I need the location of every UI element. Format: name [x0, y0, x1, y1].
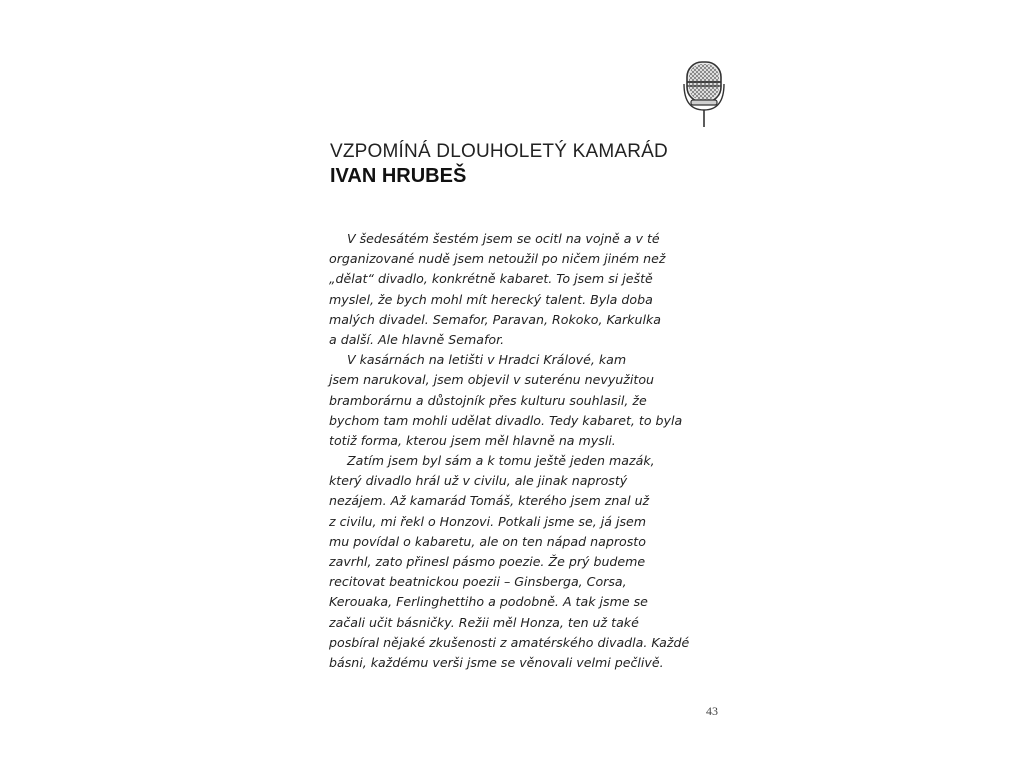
- chapter-heading: [330, 141, 750, 188]
- text-line: Kerouaka, Ferlinghettiho a podobně. A tak jsme se: [329, 594, 648, 610]
- microphone-icon: [681, 60, 727, 128]
- heading-subtitle: VZPOMÍNÁ DLOUHOLETÝ KAMARÁD: [330, 141, 668, 162]
- text-line: básni, každému verši jsme se věnovali velmi pečlivě.: [329, 654, 664, 670]
- page-number: 43: [706, 704, 718, 718]
- body-text: [329, 229, 729, 673]
- text-line: z civilu, mi řekl o Honzovi. Potkali jsme se, já jsem: [329, 513, 647, 529]
- text-line: nezájem. Až kamarád Tomáš, kterého jsem znal už: [329, 493, 650, 509]
- text-line: Zatím jsem byl sám a k tomu ještě jeden mazák,: [347, 453, 655, 469]
- text-line: bramborárnu a důstojník přes kulturu souhlasil, že: [329, 392, 647, 408]
- text-line: začali učit básničky. Režii měl Honza, ten už také: [329, 614, 639, 630]
- text-line: který divadlo hrál už v civilu, ale jinak naprostý: [329, 473, 628, 489]
- text-line: jsem narukoval, jsem objevil v suterénu nevyužitou: [329, 372, 655, 388]
- text-line: recitovat beatnickou poezii – Ginsberga, Corsa,: [329, 574, 627, 590]
- text-line: a další. Ale hlavně Semafor.: [329, 331, 505, 347]
- text-line: posbíral nějaké zkušenosti z amatérského divadla. Každé: [329, 634, 690, 650]
- text-line: organizované nudě jsem netoužil po ničem jiném než: [329, 251, 666, 267]
- text-line: myslel, že bych mohl mít herecký talent. Byla doba: [329, 291, 653, 307]
- text-line: mu povídal o kabaretu, ale on ten nápad naprosto: [329, 533, 646, 549]
- text-line: bychom tam mohli udělat divadlo. Tedy kabaret, to byla: [329, 412, 683, 428]
- text-line: zavrhl, zato přinesl pásmo poezie. Že prý budeme: [329, 554, 646, 569]
- text-line: malých divadel. Semafor, Paravan, Rokoko, Karkulka: [329, 311, 661, 327]
- text-line: „dělat“ divadlo, konkrétně kabaret. To jsem si ještě: [329, 271, 653, 287]
- text-line: V šedesátém šestém jsem se ocitl na vojně a v té: [347, 231, 660, 246]
- text-line: V kasárnách na letišti v Hradci Králové, kam: [347, 352, 627, 368]
- heading-author-name: IVAN HRUBEŠ: [330, 165, 467, 187]
- text-line: totiž forma, kterou jsem měl hlavně na mysli.: [329, 432, 616, 448]
